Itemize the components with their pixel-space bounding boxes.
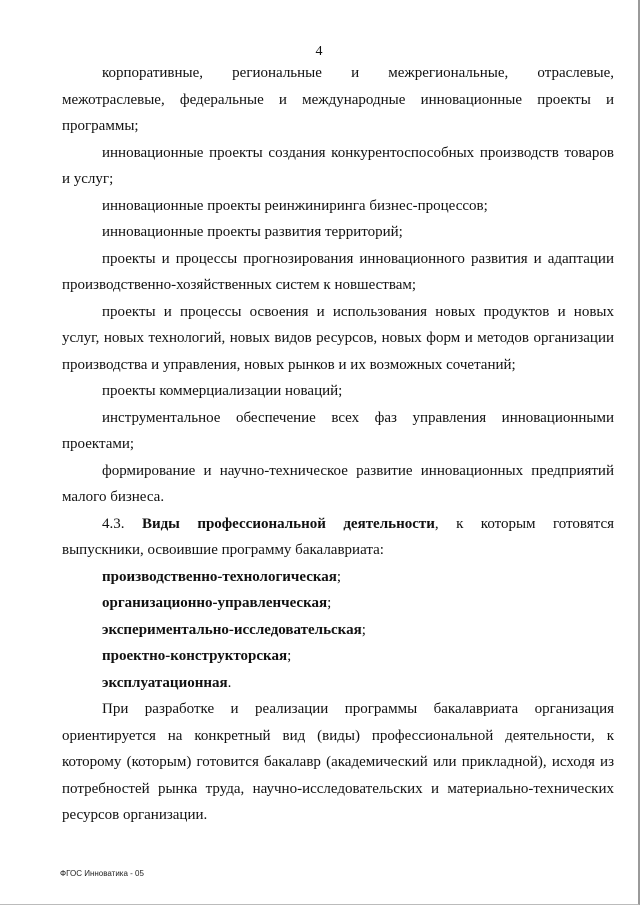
paragraph-project-types: корпоративные, региональные и межрегиональные, отраслевые, межотраслевые, федеральные и международные инновационные проекты и программы; [62, 65, 614, 134]
paragraph-territories: инновационные проекты развития территорий; [102, 224, 403, 240]
paragraph-commercialization: проекты коммерциализации новаций; [102, 383, 343, 399]
section-heading [62, 511, 614, 564]
section-heading-bold: Виды профессиональной деятельности [141, 515, 435, 532]
paragraph-instrumental-support: инструментальное обеспечение всех фаз управления инновационными проектами; [62, 409, 614, 452]
page-number: 4 [315, 44, 323, 59]
document-body [62, 60, 614, 829]
list-item: производственно-технологическая; [102, 568, 342, 585]
paragraph-forecasting: проекты и процессы прогнозирования инновационного развития и адаптации производственно-хозяйственных систем к новшествам; [62, 250, 614, 293]
paragraph-closing: При разработке и реализации программы бакалавриата организация ориентируется на конкретный вид (виды) профессиональной деятельности, к которому (которым) готовится бакалавр (академический или прикладной), исходя из потребностей рынка труда, научно-исследовательских и материально-технических ресурсов организации. [62, 701, 614, 823]
list-item: проектно-конструкторская; [102, 648, 292, 664]
paragraph-small-business: формирование и научно-техническое развитие инновационных предприятий малого бизнеса. [62, 462, 614, 505]
paragraph-competitive-production: инновационные проекты создания конкурентоспособных производств товаров и услуг; [62, 144, 614, 187]
paragraph-new-products: проекты и процессы освоения и использования новых продуктов и новых услуг, новых технологий, новых видов ресурсов, новых форм и методов организации производства и управления, новых рынков и их возможных сочетаний; [62, 303, 614, 373]
list-item: экспериментально-исследовательская; [102, 621, 366, 638]
section-number: 4.3. [102, 515, 125, 532]
paragraph-reengineering: инновационные проекты реинжиниринга бизнес-процессов; [102, 197, 488, 214]
list-item: организационно-управленческая; [102, 595, 332, 611]
list-item: эксплуатационная. [102, 674, 232, 691]
section-heading-rest: , к которым готовятся выпускники, освоившие программу бакалавриата: [62, 515, 614, 558]
page-footer: ФГОС Инноватика - 05 [60, 869, 144, 878]
